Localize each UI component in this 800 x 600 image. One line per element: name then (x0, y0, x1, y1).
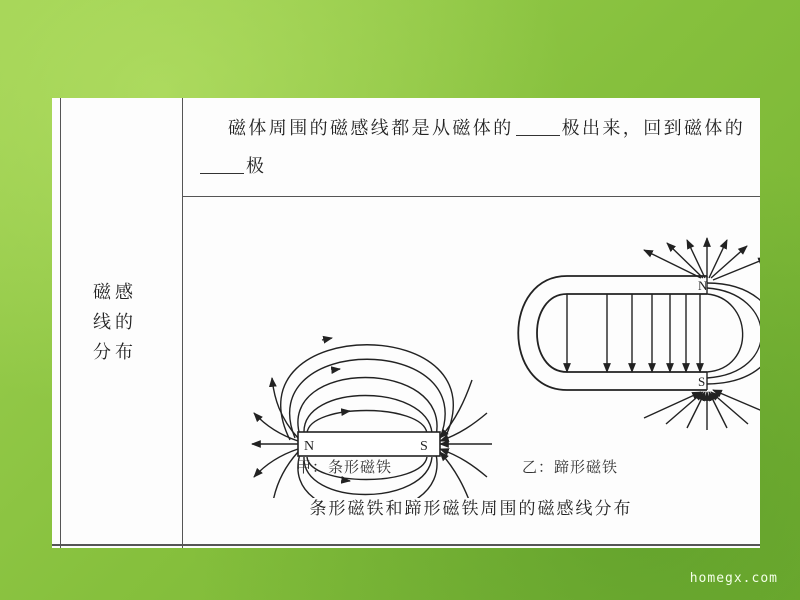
bar-magnet-south-label: S (420, 439, 428, 454)
description-text (198, 110, 758, 186)
content-table (52, 98, 760, 548)
horseshoe-north-label: N (698, 278, 708, 293)
bar-magnet-body (298, 432, 440, 456)
bar-magnet-north-label: N (304, 439, 315, 454)
table-row-divider (182, 196, 760, 197)
figure-a-caption: 甲：条形磁铁 (296, 458, 393, 476)
description-part3: 极 (246, 156, 267, 177)
horseshoe-south-label: S (698, 374, 706, 389)
description-part2: 极出来，回到磁体的 (561, 118, 746, 139)
figure-caption: 条形磁铁和蹄形磁铁周围的磁感线分布 (309, 499, 633, 519)
horseshoe-magnet-figure (518, 238, 760, 430)
description-part1: 磁体周围的磁感线都是从磁体的 (228, 118, 514, 139)
figure-b-caption: 乙：蹄形磁铁 (522, 458, 619, 476)
fill-blank-1 (516, 117, 560, 136)
row-title: 磁感线的分布 (93, 282, 137, 363)
row-title-cell (52, 98, 182, 548)
watermark: homegx.com (689, 571, 778, 586)
magnetic-field-diagram (182, 198, 760, 498)
fill-blank-2 (200, 155, 244, 174)
